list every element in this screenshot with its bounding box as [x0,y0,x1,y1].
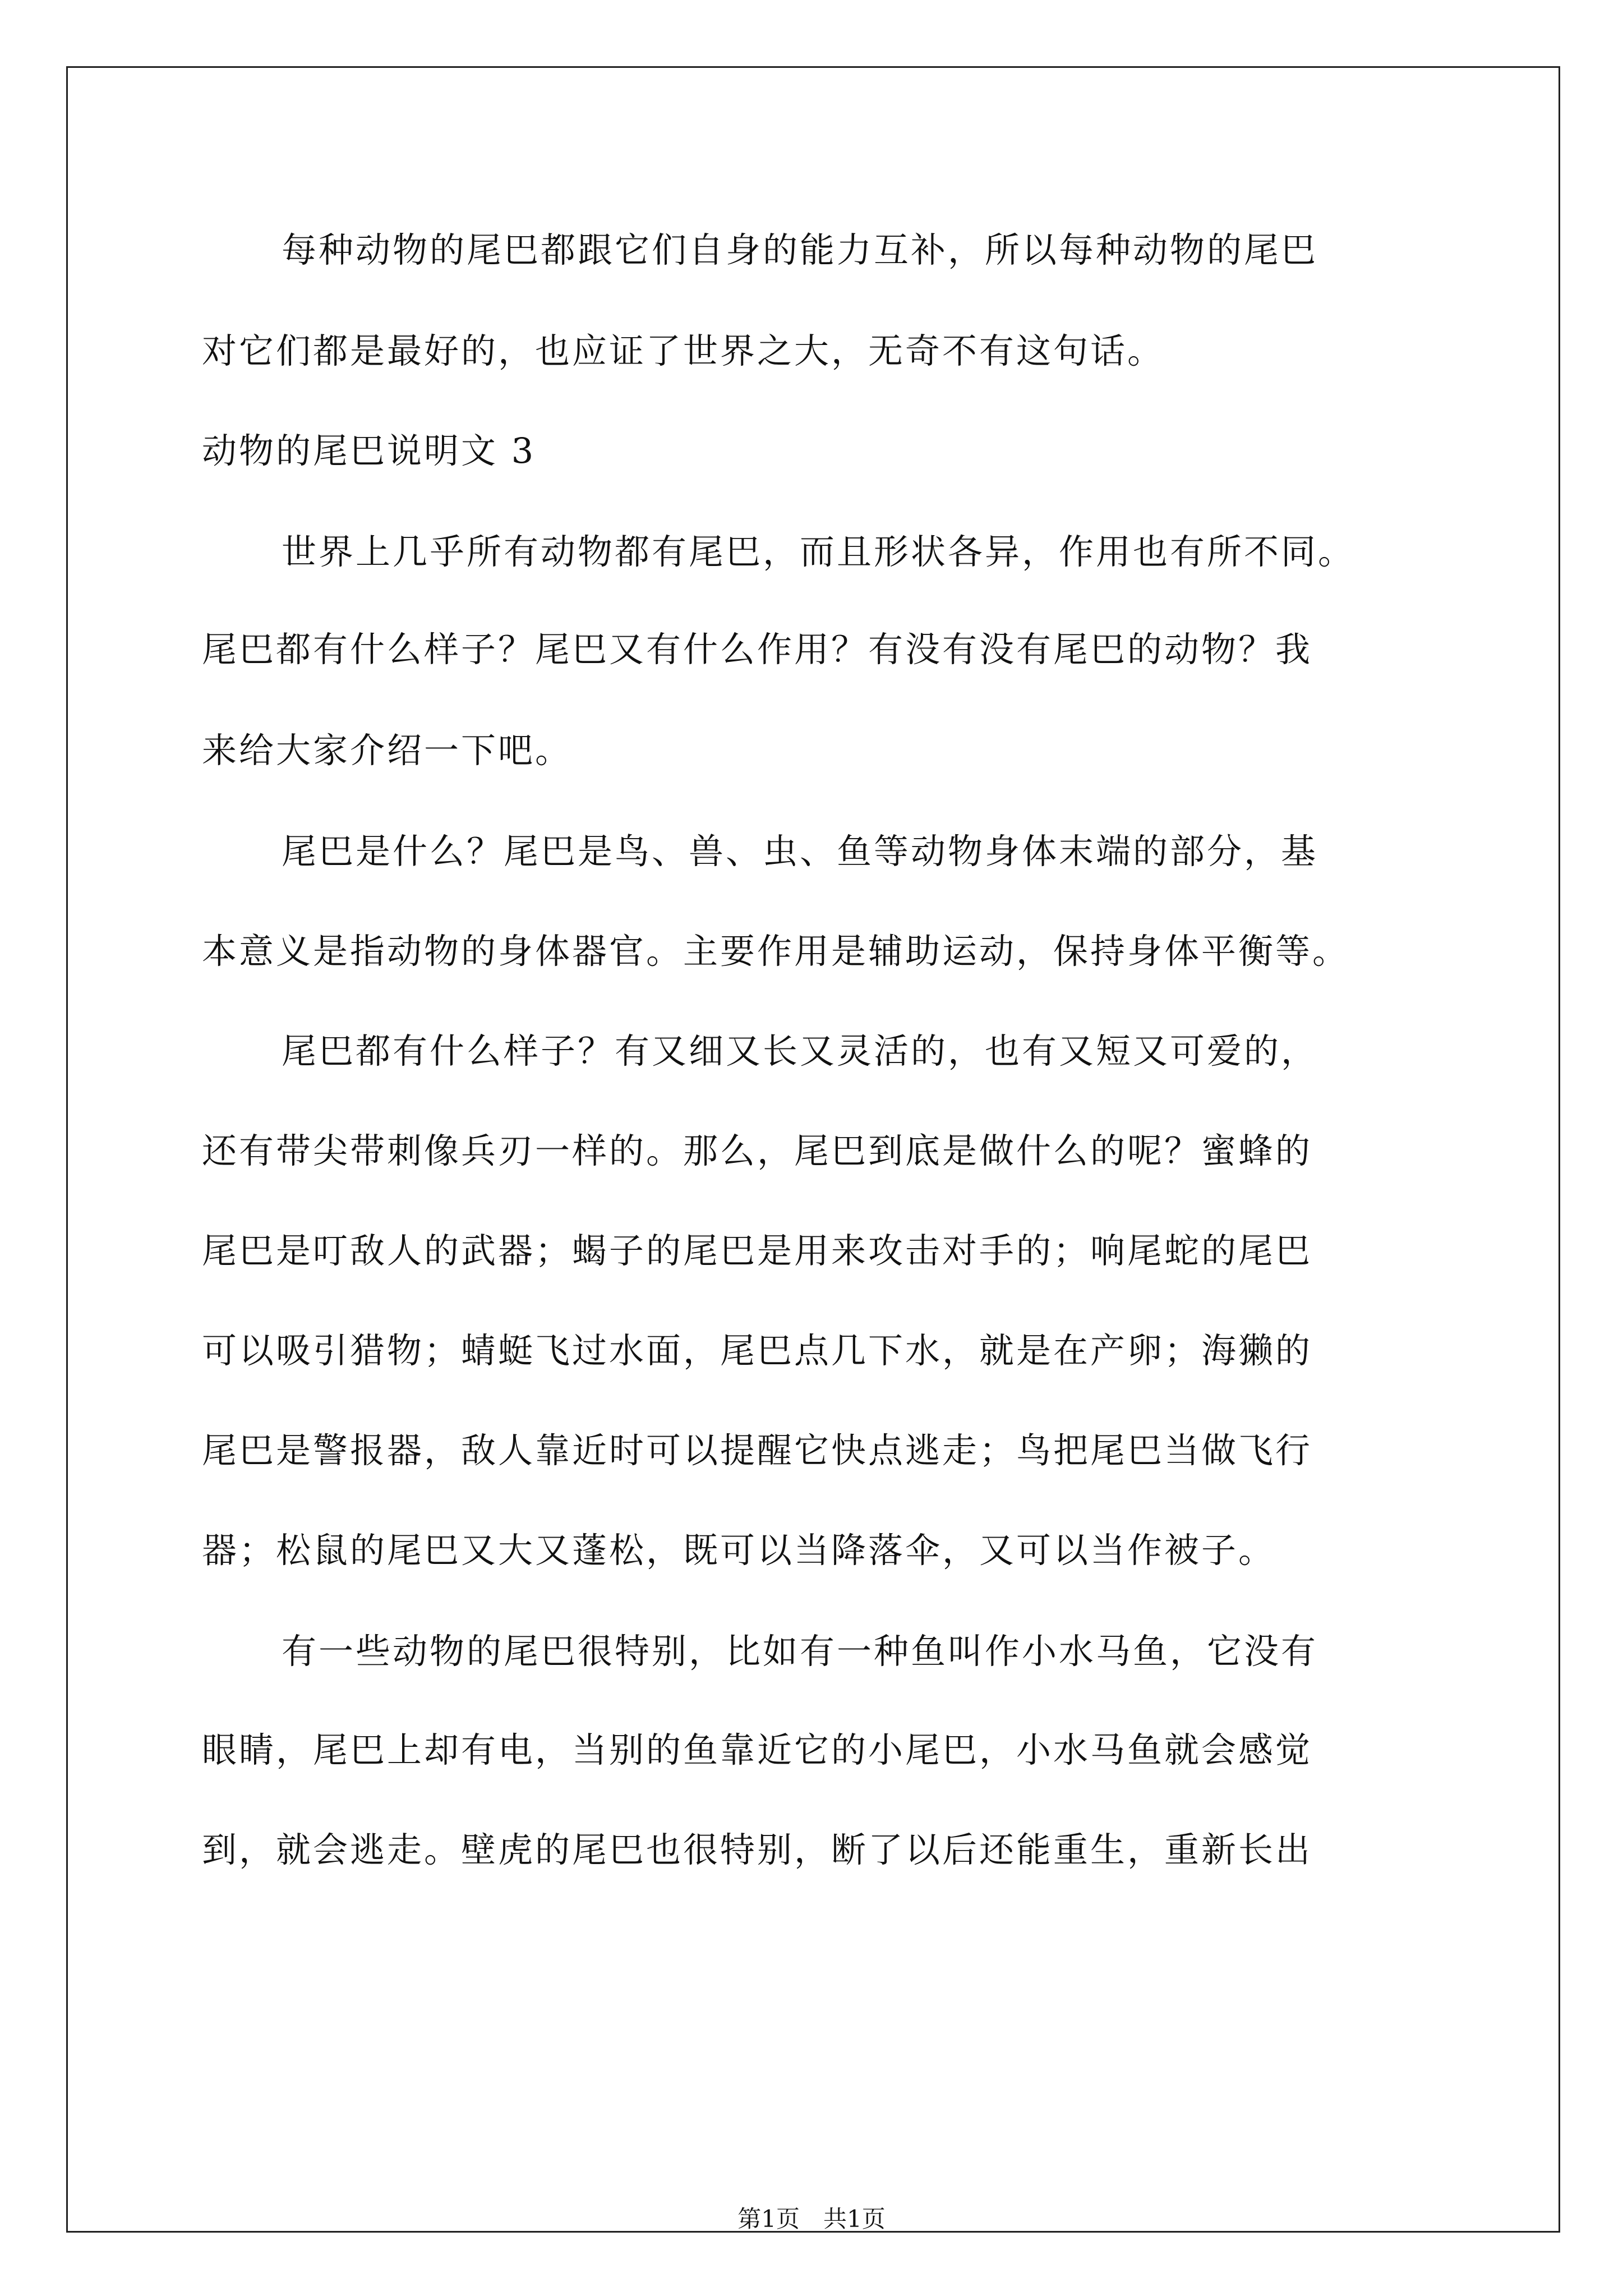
page-footer: 第1页 共1页 [737,2205,886,2233]
paragraph-4-line-5: 尾巴是警报器，敌人靠近时可以提醒它快点逃走；鸟把尾巴当做飞行 [202,1430,1313,1471]
paragraph-4-line-3: 尾巴是叮敌人的武器；蝎子的尾巴是用来攻击对手的；响尾蛇的尾巴 [202,1230,1313,1271]
paragraph-2-line-3: 来给大家介绍一下吧。 [202,730,573,771]
paragraph-1-line-2: 对它们都是最好的，也应证了世界之大，无奇不有这句话。 [202,330,1165,371]
paragraph-3-line-2: 本意义是指动物的身体器官。主要作用是辅助运动，保持身体平衡等。 [202,931,1350,972]
paragraph-4-line-1: 尾巴都有什么样子？有又细又长又灵活的，也有又短又可爱的， [282,1030,1318,1071]
paragraph-5-line-3: 到，就会逃走。壁虎的尾巴也很特别，断了以后还能重生，重新长出 [202,1829,1313,1870]
paragraph-1-line-1: 每种动物的尾巴都跟它们自身的能力互补，所以每种动物的尾巴 [282,229,1318,270]
paragraph-5-line-1: 有一些动物的尾巴很特别，比如有一种鱼叫作小水马鱼，它没有 [282,1631,1318,1672]
section-heading: 动物的尾巴说明文 3 [202,430,536,471]
paragraph-2-line-1: 世界上几乎所有动物都有尾巴，而且形状各异，作用也有所不同。 [282,531,1355,572]
paragraph-4-line-6: 器；松鼠的尾巴又大又蓬松，既可以当降落伞，又可以当作被子。 [202,1530,1276,1571]
paragraph-4-line-4: 可以吸引猎物；蜻蜓飞过水面，尾巴点几下水，就是在产卵；海獭的 [202,1330,1313,1371]
paragraph-4-line-2: 还有带尖带刺像兵刃一样的。那么，尾巴到底是做什么的呢？蜜蜂的 [202,1130,1313,1171]
paragraph-5-line-2: 眼睛，尾巴上却有电，当别的鱼靠近它的小尾巴，小水马鱼就会感觉 [202,1729,1313,1770]
paragraph-3-line-1: 尾巴是什么？尾巴是鸟、兽、虫、鱼等动物身体末端的部分，基 [282,831,1318,872]
paragraph-2-line-2: 尾巴都有什么样子？尾巴又有什么作用？有没有没有尾巴的动物？我 [202,629,1313,670]
